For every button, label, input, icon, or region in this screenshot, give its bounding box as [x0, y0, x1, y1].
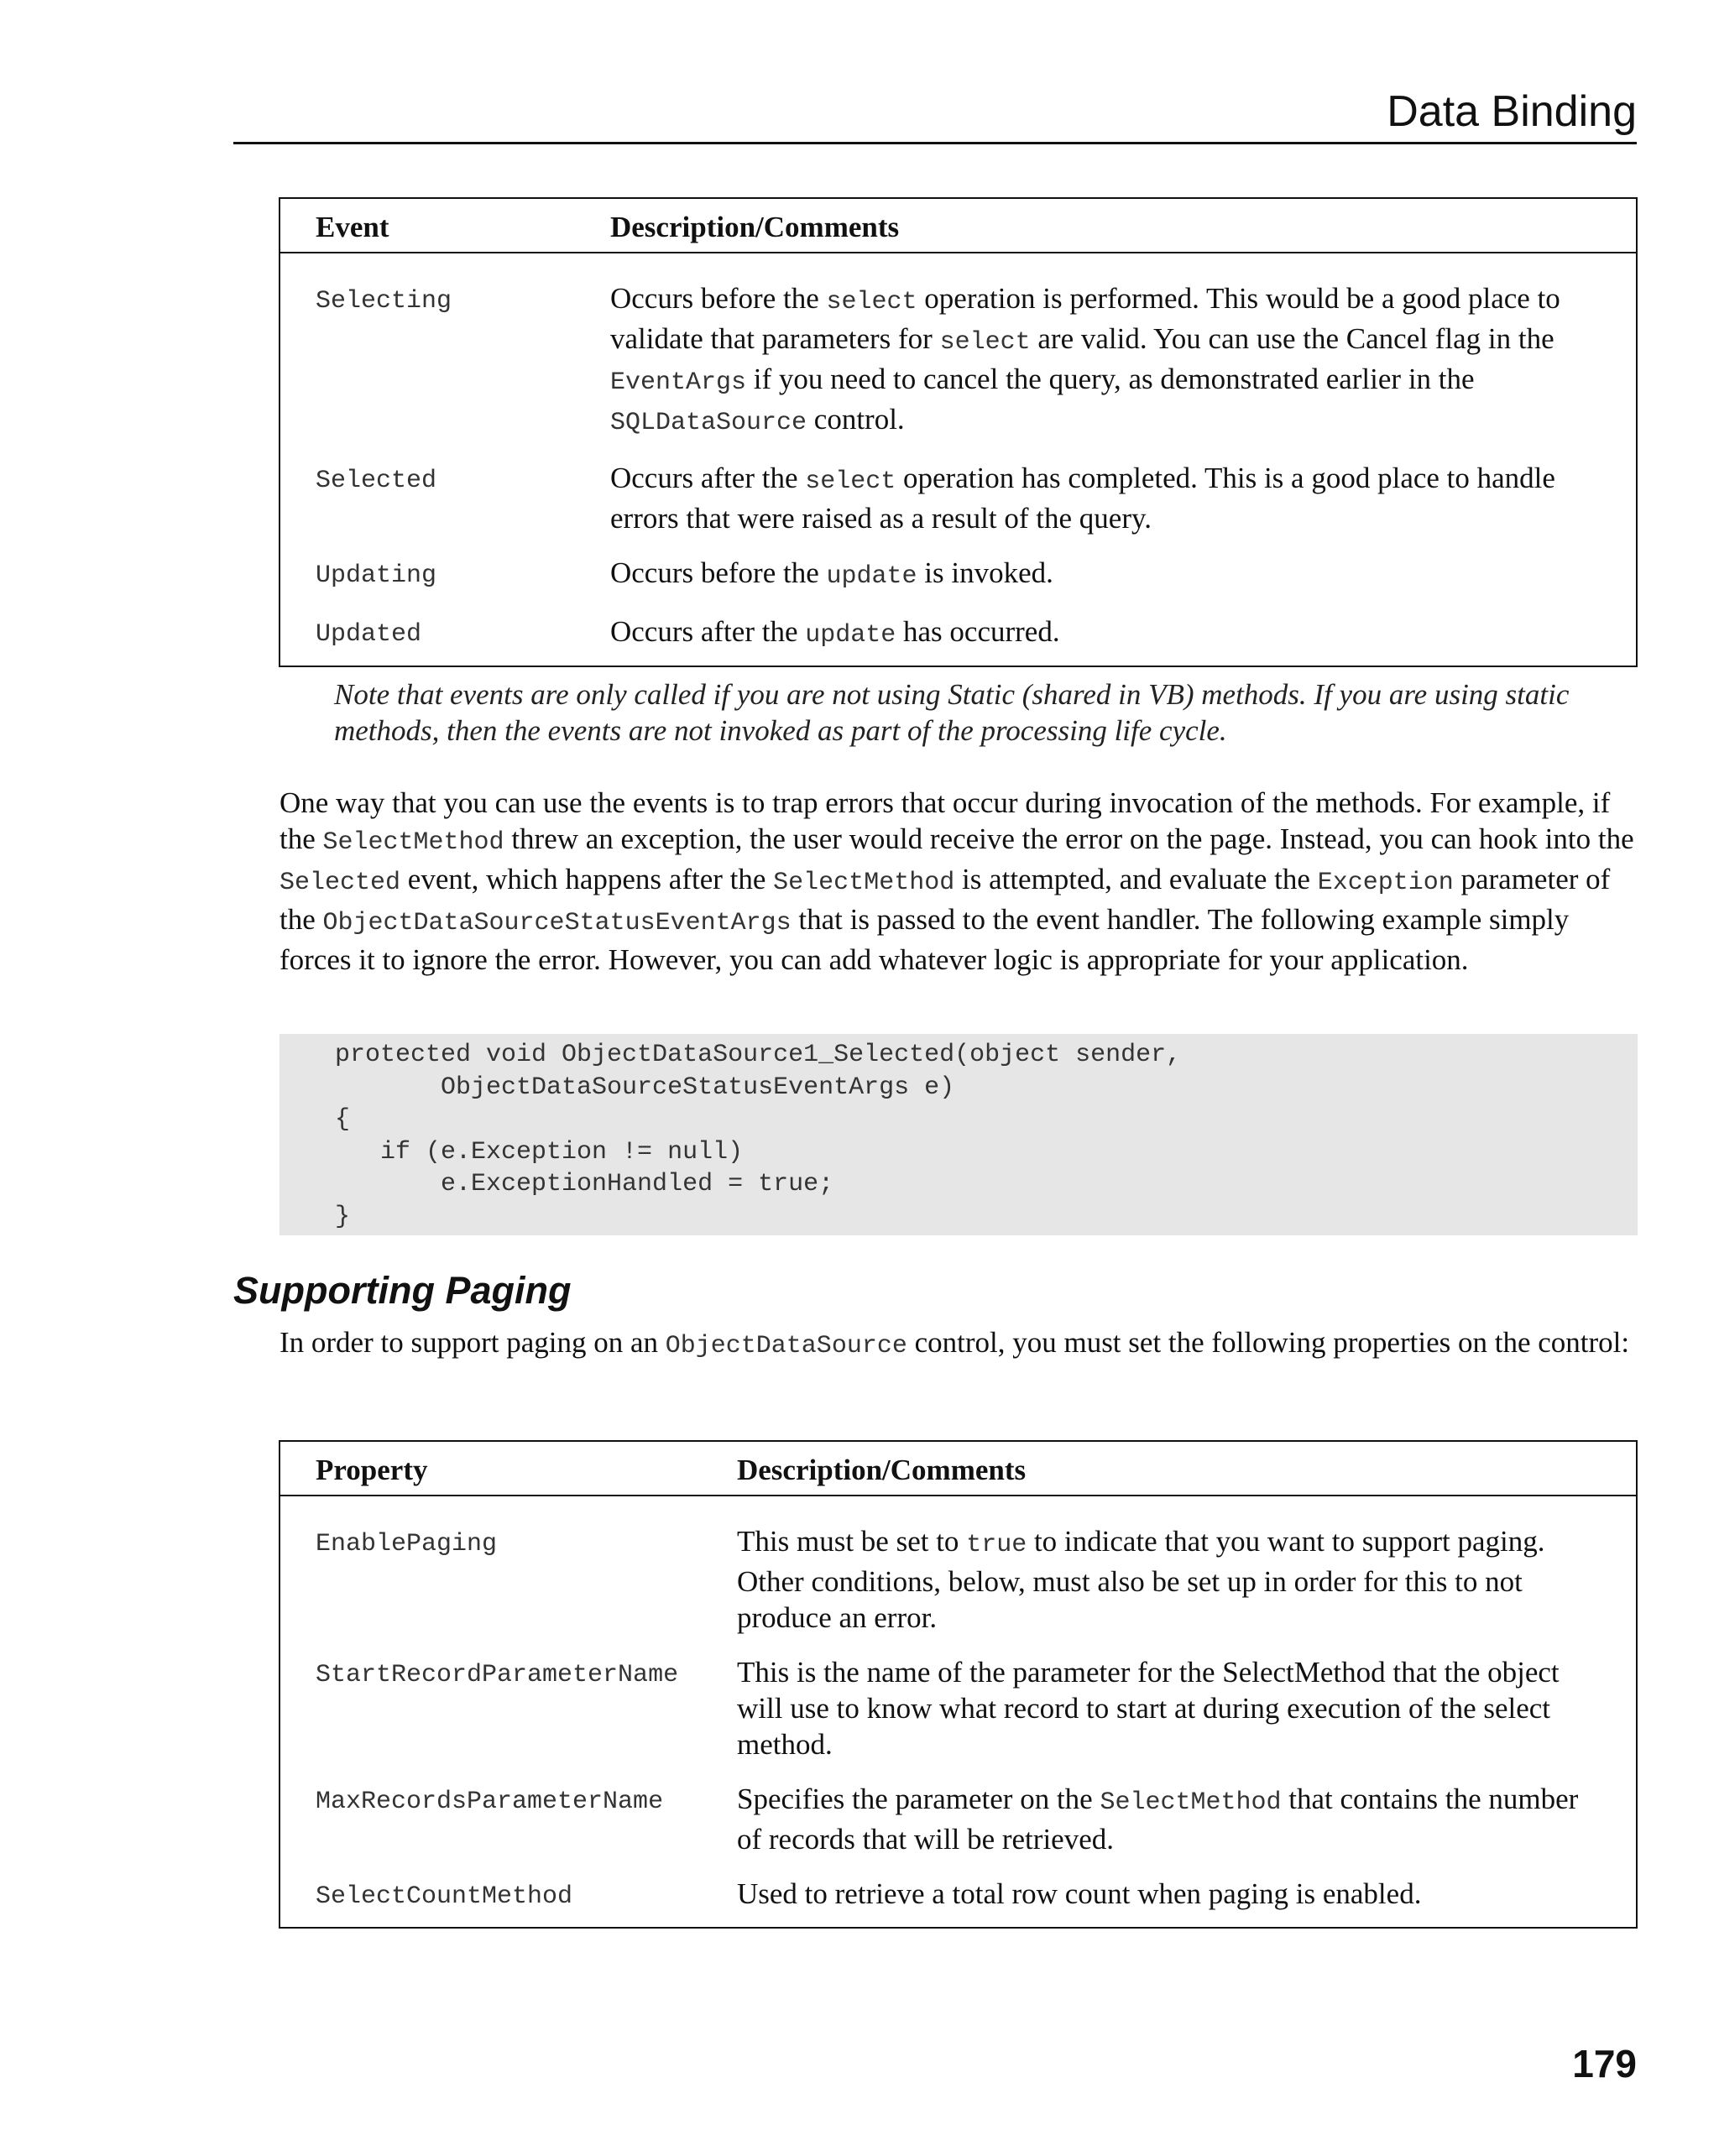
event-name: Updating: [316, 561, 437, 590]
properties-table: [279, 1440, 1638, 1929]
inline-code: true: [966, 1531, 1027, 1559]
inline-code: update: [826, 562, 917, 591]
table-header-row: [280, 1441, 1637, 1496]
event-name: Selected: [316, 467, 437, 495]
text-run: has occurred.: [896, 615, 1060, 648]
table-row: [280, 555, 1637, 613]
property-description: [737, 1654, 1637, 1781]
text-run: operation is performed. This would be a good place to validate that parameters for: [610, 282, 1560, 355]
code-line: {: [335, 1105, 351, 1134]
table-row: [280, 1876, 1637, 1928]
property-name: SelectCountMethod: [316, 1882, 573, 1911]
text-run: Occurs after the: [610, 462, 806, 494]
inline-code: SQLDataSource: [610, 409, 807, 437]
event-name: Selecting: [316, 287, 452, 316]
inline-code: Exception: [1317, 869, 1454, 897]
property-name: EnablePaging: [316, 1530, 498, 1558]
text-run: control.: [807, 403, 905, 436]
text-run: control, you must set the following properties on the control:: [907, 1326, 1630, 1359]
text-run: This must be set to: [737, 1525, 967, 1558]
table-header-row: [280, 198, 1637, 253]
code-line: }: [335, 1202, 351, 1231]
running-head: [233, 84, 1637, 144]
table-row: [280, 1496, 1637, 1654]
event-name: Updated: [316, 620, 422, 649]
text-run: that contains the number of records that will be retrieved.: [737, 1783, 1579, 1856]
table-row: [280, 460, 1637, 555]
property-description: [737, 1496, 1637, 1654]
code-line: protected void ObjectDataSource1_Selected(object sender,: [335, 1041, 1182, 1069]
code-line: e.ExceptionHandled = true;: [335, 1170, 834, 1198]
text-run: parameter of the: [280, 863, 1611, 936]
section-heading: Supporting Paging: [233, 1269, 572, 1312]
inline-code: select: [805, 467, 896, 496]
page-number: 179: [1572, 2042, 1637, 2086]
event-description: [610, 555, 1637, 613]
code-block: [280, 1034, 1638, 1235]
table-row: [280, 253, 1637, 460]
column-header-property: Property: [280, 1441, 737, 1496]
events-table: [279, 197, 1638, 667]
text-run: threw an exception, the user would receive the error on the page. Instead, you can hook into the: [504, 822, 1634, 855]
text-run: is attempted, and evaluate the: [954, 863, 1318, 895]
text-run: Occurs after the: [610, 615, 806, 648]
property-description: [737, 1876, 1637, 1928]
column-header-description: Description/Comments: [737, 1441, 1637, 1496]
property-description: [737, 1781, 1637, 1876]
code-line: ObjectDataSourceStatusEventArgs e): [335, 1073, 955, 1102]
text-run: One way that you can use the events is to trap errors that occur during invocation of the methods. For example, if the: [280, 786, 1611, 855]
inline-code: Selected: [280, 869, 401, 897]
table-row: [280, 1781, 1637, 1876]
inline-code: SelectMethod: [1100, 1788, 1282, 1817]
text-run: This is the name of the parameter for the SelectMethod that the object will use to know what record to start at during execution of the select method.: [737, 1656, 1560, 1761]
property-name: StartRecordParameterName: [316, 1661, 679, 1689]
text-run: are valid. You can use the Cancel flag in the: [1030, 322, 1554, 355]
inline-code: EventArgs: [610, 368, 747, 397]
body-paragraph-events: [280, 785, 1641, 978]
inline-code: select: [826, 288, 917, 316]
column-header-description: Description/Comments: [610, 198, 1637, 253]
text-run: is invoked.: [917, 556, 1053, 589]
text-run: that is passed to the event handler. The following example simply forces it to ignore the error. However, you can add whatever logic is appropriate for your application.: [280, 903, 1570, 976]
table-row: [280, 613, 1637, 666]
running-head-title: Data Binding: [1387, 87, 1637, 136]
body-paragraph-paging: [280, 1324, 1641, 1365]
text-run: operation has completed. This is a good place to handle errors that were raised as a result of the query.: [610, 462, 1555, 535]
column-header-event: Event: [280, 198, 610, 253]
event-description: [610, 613, 1637, 666]
property-name: MaxRecordsParameterName: [316, 1788, 664, 1816]
text-run: to indicate that you want to support paging. Other conditions, below, must also be set up in order for this to not produce an error.: [737, 1525, 1545, 1634]
inline-code: SelectMethod: [322, 828, 504, 857]
inline-code: select: [939, 328, 1031, 357]
event-description: [610, 460, 1637, 555]
text-run: if you need to cancel the query, as demonstrated earlier in the: [746, 363, 1475, 395]
inline-code: ObjectDataSourceStatusEventArgs: [322, 909, 792, 937]
text-run: Occurs before the: [610, 282, 827, 315]
inline-code: ObjectDataSource: [665, 1332, 907, 1360]
text-run: In order to support paging on an: [280, 1326, 666, 1359]
event-description: [610, 253, 1637, 460]
inline-code: SelectMethod: [773, 869, 955, 897]
text-run: Specifies the parameter on the: [737, 1783, 1100, 1815]
code-line: if (e.Exception != null): [335, 1137, 744, 1167]
table-row: [280, 1654, 1637, 1781]
text-run: Occurs before the: [610, 556, 827, 589]
inline-code: update: [805, 621, 896, 650]
text-run: event, which happens after the: [400, 863, 774, 895]
note-text: Note that events are only called if you are not using Static (shared in VB) methods. If you are using static methods, then the events are not invoked as part of the processing life cycle.: [334, 678, 1570, 747]
text-run: Used to retrieve a total row count when paging is enabled.: [737, 1877, 1422, 1910]
